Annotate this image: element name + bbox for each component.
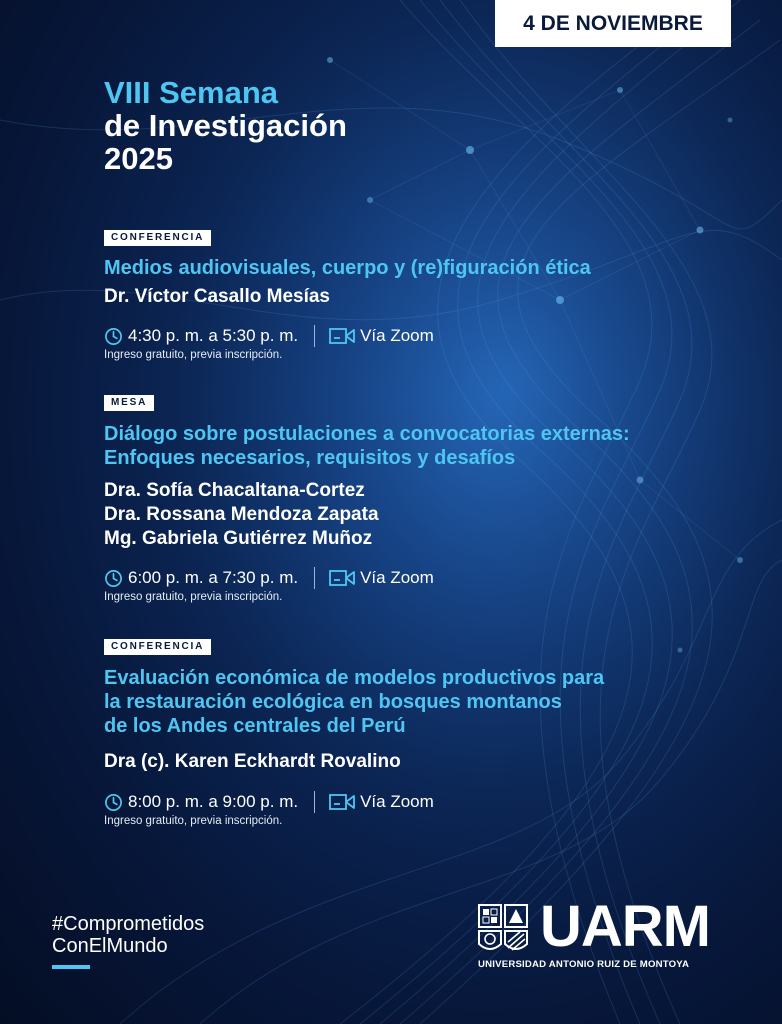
session-meta <box>104 790 434 814</box>
session-note: Ingreso gratuito, previa inscripción. <box>104 349 283 361</box>
speaker-name: Dra. Sofía Chacaltana-Cortez <box>104 480 365 501</box>
meta-divider <box>314 325 315 347</box>
meta-divider <box>314 567 315 589</box>
clock-icon <box>104 569 123 588</box>
session-tag: MESA <box>104 395 154 411</box>
session-time: 6:00 p. m. a 7:30 p. m. <box>128 568 299 587</box>
video-camera-icon <box>329 327 355 345</box>
session-time: 8:00 p. m. a 9:00 p. m. <box>128 792 299 811</box>
session-title: Evaluación económica de modelos productivos para <box>104 667 605 689</box>
speaker-name: Dra. Rossana Mendoza Zapata <box>104 504 379 525</box>
session-title: Diálogo sobre postulaciones a convocatorias externas: <box>104 423 630 445</box>
session-title: Medios audiovisuales, cuerpo y (re)figuración ética <box>104 257 591 279</box>
speaker-name: Dr. Víctor Casallo Mesías <box>104 286 330 307</box>
session-tag: CONFERENCIA <box>104 639 211 655</box>
event-title-line2: de Investigación <box>104 108 347 143</box>
logo-university-name: UNIVERSIDAD ANTONIO RUIZ DE MONTOYA <box>478 959 690 970</box>
session-title: de los Andes centrales del Perú <box>104 715 406 737</box>
hashtag-underline <box>52 965 90 969</box>
session-meta <box>104 566 434 590</box>
hashtag-line2: ConElMundo <box>52 935 168 957</box>
session-title: la restauración ecológica en bosques montanos <box>104 691 562 713</box>
clock-icon <box>104 327 123 346</box>
uarm-logo <box>478 894 733 974</box>
session-platform: Vía Zoom <box>360 792 434 811</box>
video-camera-icon <box>329 569 355 587</box>
session-note: Ingreso gratuito, previa inscripción. <box>104 815 283 827</box>
clock-icon <box>104 793 123 812</box>
campaign-hashtag <box>52 913 204 957</box>
event-title-line3: 2025 <box>104 141 173 176</box>
speaker-name: Dra (c). Karen Eckhardt Rovalino <box>104 751 401 772</box>
session-tag: CONFERENCIA <box>104 230 211 246</box>
session-note: Ingreso gratuito, previa inscripción. <box>104 591 283 603</box>
date-badge: 4 DE NOVIEMBRE <box>495 0 731 47</box>
session-time: 4:30 p. m. a 5:30 p. m. <box>128 326 299 345</box>
session-meta <box>104 324 434 348</box>
video-camera-icon <box>329 793 355 811</box>
meta-divider <box>314 791 315 813</box>
session-platform: Vía Zoom <box>360 568 434 587</box>
session-title: Enfoques necesarios, requisitos y desafíos <box>104 447 516 469</box>
event-title-line1: VIII Semana <box>104 75 279 110</box>
speaker-name: Mg. Gabriela Gutiérrez Muñoz <box>104 528 373 549</box>
event-title <box>104 76 347 175</box>
university-shield-icon <box>478 904 528 954</box>
logo-wordmark: UARM <box>540 894 710 959</box>
hashtag-line1: #Comprometidos <box>52 913 205 935</box>
session-platform: Vía Zoom <box>360 326 434 345</box>
